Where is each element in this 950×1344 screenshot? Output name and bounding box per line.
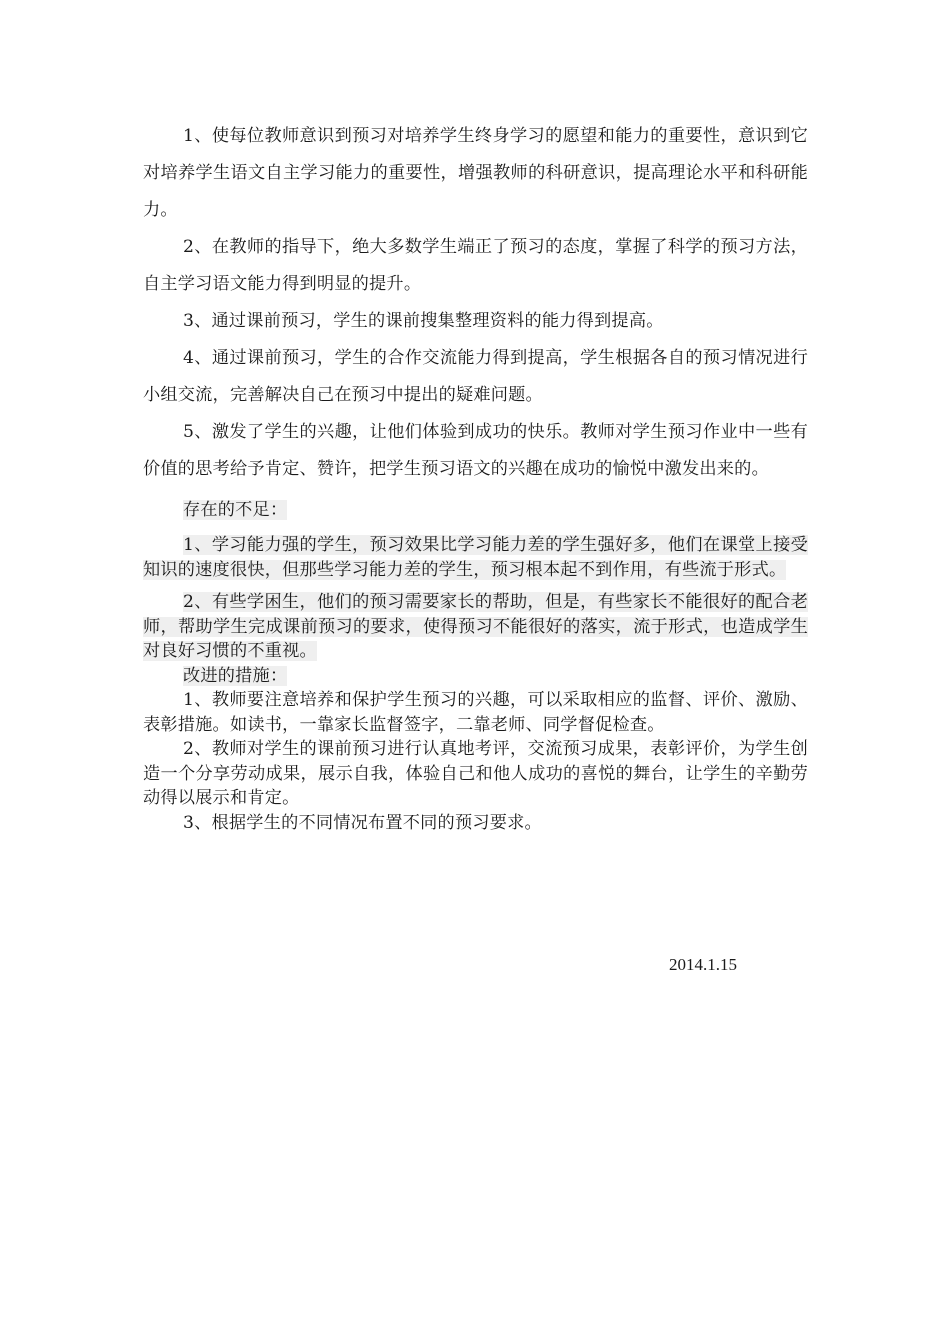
shortcoming-text-2: 2、有些学困生，他们的预习需要家长的帮助，但是，有些家长不能很好的配合老师，帮助学生完成课前预习的要求，使得预习不能很好的落实，流于形式，也造成学生对良好习惯的不重视。 xyxy=(143,592,808,661)
achievement-paragraph-1: 1、使每位教师意识到预习对培养学生终身学习的愿望和能力的重要性，意识到它对培养学生语文自主学习能力的重要性，增强教师的科研意识，提高理论水平和科研能力。 xyxy=(143,126,808,220)
achievement-paragraph-2: 2、在教师的指导下，绝大多数学生端正了预习的态度，掌握了科学的预习方法，自主学习语文能力得到明显的提升。 xyxy=(143,237,808,294)
improvement-paragraph-2: 2、教师对学生的课前预习进行认真地考评，交流预习成果，表彰评价，为学生创造一个分享劳动成果，展示自我，体验自己和他人成功的喜悦的舞台，让学生的辛勤劳动得以展示和肯定。 xyxy=(143,739,808,808)
achievement-paragraph-3: 3、通过课前预习，学生的课前搜集整理资料的能力得到提高。 xyxy=(183,311,664,331)
document-date: 2014.1.15 xyxy=(669,955,737,974)
achievement-paragraph-4: 4、通过课前预习，学生的合作交流能力得到提高，学生根据各自的预习情况进行小组交流，完善解决自己在预习中提出的疑难问题。 xyxy=(143,348,808,405)
shortcomings-heading: 存在的不足： xyxy=(183,500,288,520)
improvement-paragraph-1: 1、教师要注意培养和保护学生预习的兴趣，可以采取相应的监督、评价、激励、表彰措施。如读书，一靠家长监督签字，二靠老师、同学督促检查。 xyxy=(143,690,808,735)
improvements-heading: 改进的措施： xyxy=(183,665,288,686)
shortcoming-text-1: 1、学习能力强的学生，预习效果比学习能力差的学生强好多，他们在课堂上接受知识的速度很快，但那些学习能力差的学生，预习根本起不到作用，有些流于形式。 xyxy=(143,535,808,580)
shortcomings-heading-line xyxy=(143,492,808,529)
improvements-heading-line xyxy=(143,664,808,689)
shortcoming-paragraph-2 xyxy=(143,590,808,664)
document-body xyxy=(143,118,808,835)
shortcoming-paragraph-1 xyxy=(143,533,808,582)
improvement-paragraph-3: 3、根据学生的不同情况布置不同的预习要求。 xyxy=(183,812,542,833)
achievement-paragraph-5: 5、激发了学生的兴趣，让他们体验到成功的快乐。教师对学生预习作业中一些有价值的思考给予肯定、赞许，把学生预习语文的兴趣在成功的愉悦中激发出来的。 xyxy=(143,422,808,479)
